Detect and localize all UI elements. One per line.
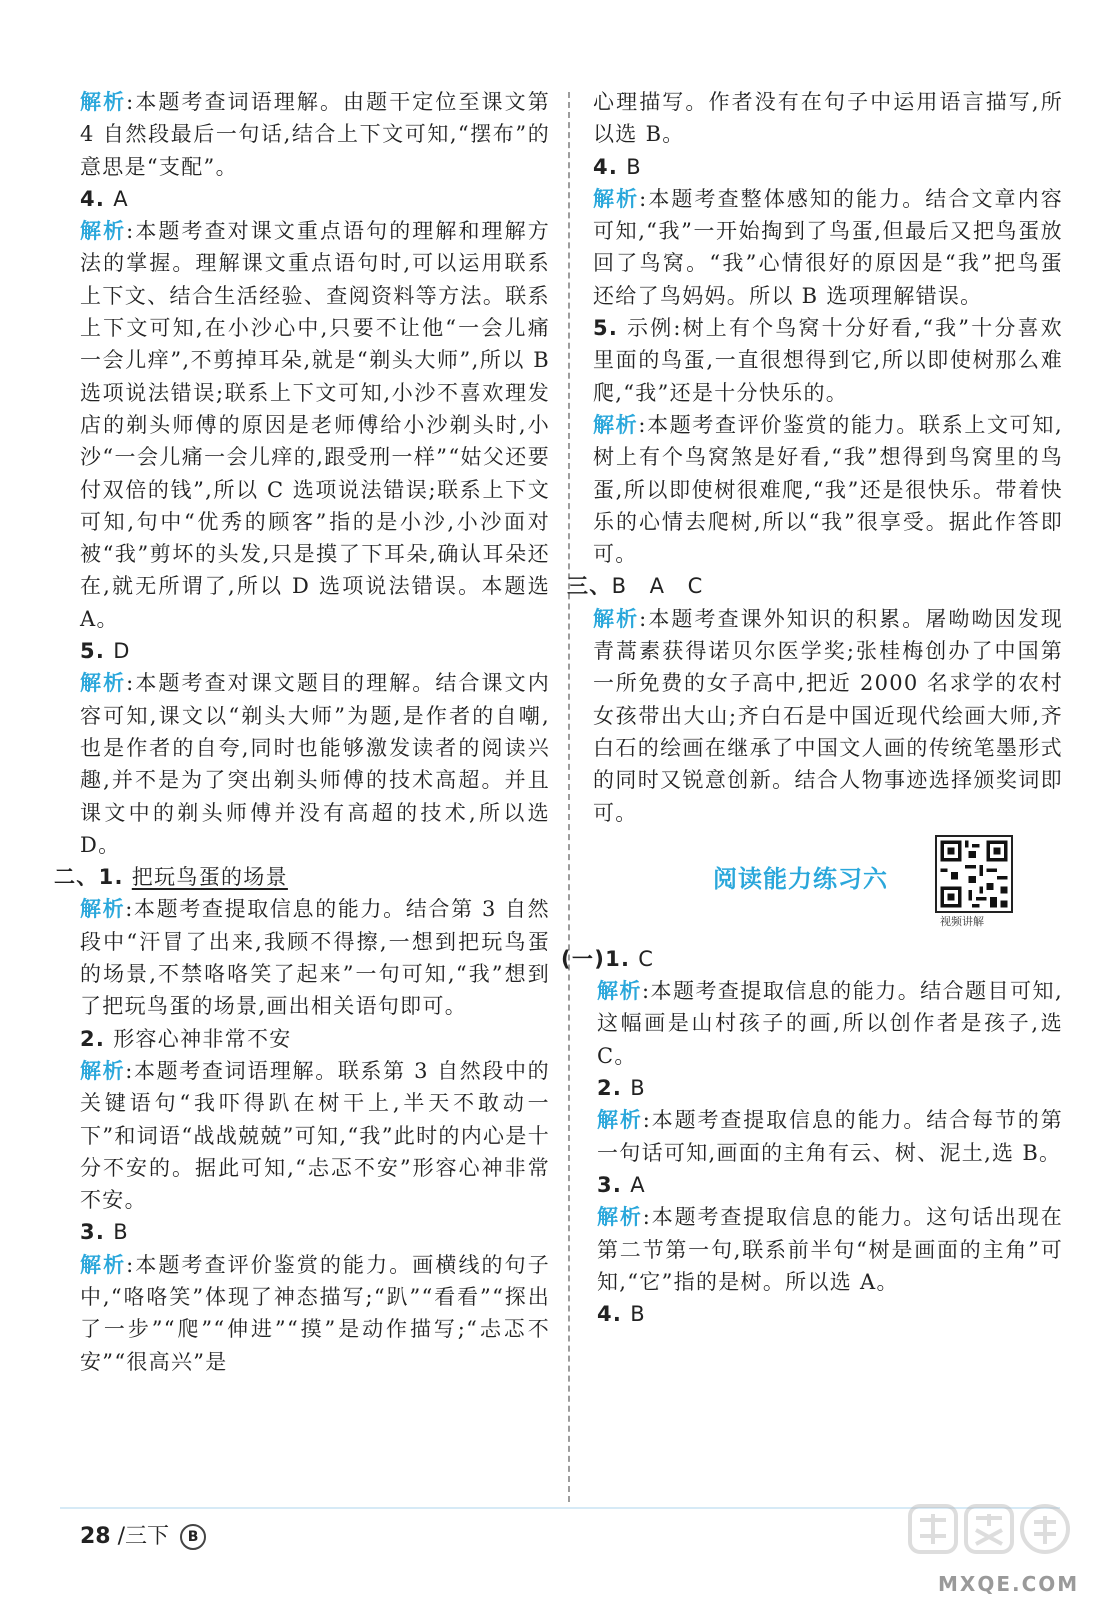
- section-number: 三、: [567, 574, 612, 599]
- analysis-paragraph: 解析:本题考查提取信息的能力。这句话出现在第二节第一句,联系前半句“树是画面的主角”可知,“它”指的是树。所以选 A。: [597, 1205, 1063, 1294]
- answer-line: 2. 形容心神非常不安: [80, 1026, 292, 1051]
- analysis-label: 解析: [597, 1108, 643, 1133]
- answer-line: 3. B: [80, 1220, 129, 1245]
- answer-line: 4. B: [593, 154, 642, 179]
- analysis-label: 解析: [80, 219, 127, 244]
- analysis-paragraph: 解析:本题考查评价鉴赏的能力。联系上文可知,树上有个鸟窝煞是好看,“我”想得到鸟窝里的鸟蛋,所以即使树很难爬,“我”还是很快乐。带着快乐的心情去爬树,所以“我”很享受。据此作答即可。: [593, 412, 1063, 567]
- answer-line: 4. A: [80, 186, 129, 211]
- analysis-label: 解析: [597, 979, 642, 1004]
- answer-line: 4. B: [597, 1302, 646, 1327]
- analysis-paragraph: 解析:本题考查整体感知的能力。结合文章内容可知,“我”一开始掏到了鸟蛋,但最后又把鸟蛋放回了鸟窝。“我”心情很好的原因是“我”把鸟蛋还给了鸟妈妈。所以 B 选项理解错误。: [593, 186, 1063, 308]
- analysis-paragraph: 解析:本题考查提取信息的能力。结合题目可知,这幅画是山村孩子的画,所以创作者是孩子,选 C。: [597, 979, 1063, 1068]
- analysis-paragraph: 解析:本题考查提取信息的能力。结合每节的第一句话可知,画面的主角有云、树、泥土,选 B。: [597, 1108, 1063, 1165]
- analysis-label: 解析: [80, 1058, 126, 1083]
- left-column: [54, 86, 550, 1378]
- column-divider: [568, 92, 570, 1502]
- part-one-answer: (一)1. C: [561, 946, 655, 971]
- page-footer: [80, 1519, 206, 1550]
- analysis-paragraph: 解析:本题考查词语理解。联系第 3 自然段中的关键语句“我吓得趴在树干上,半天不敢动一下”和词语“战战兢兢”可知,“我”此时的内心是十分不安的。据此可知,“忐忑不安”形容心神非常不安。: [80, 1058, 550, 1213]
- part-number: (一): [561, 946, 606, 971]
- answer-line: 5. D: [80, 639, 131, 664]
- grade-label: /三下: [117, 1524, 170, 1549]
- answer-line: 2. B: [597, 1076, 646, 1101]
- answer-line: 3. A: [597, 1172, 646, 1197]
- answer-line: 5. 示例:树上有个鸟窝十分好看,“我”十分喜欢里面的鸟蛋,一直很想得到它,所以即使树那么难爬,“我”还是十分快乐的。: [593, 316, 1063, 405]
- analysis-label: 解析: [80, 897, 126, 922]
- right-column: [561, 86, 1063, 1330]
- edition-badge: B: [180, 1524, 206, 1550]
- analysis-label: 解析: [593, 186, 640, 211]
- analysis-paragraph: 解析:本题考查对课文重点语句的理解和理解方法的掌握。理解课文重点语句时,可以运用联系上下文、结合生活经验、查阅资料等方法。联系上下文可知,在小沙心中,只要不让他“一会儿痛一会儿痒”,不剪掉耳朵,就是“剃头大师”,所以 B 选项说法错误;联系上下文可知,小沙不喜欢理发店的剃头师傅的原因是老师傅给小沙剃头时,小沙“一会儿痛一会儿痒的,跟受刑一样”“姑父还要付双倍的钱”,所以 C 选项说法错误;联系上下文可知,句中“优秀的顾客”指的是小沙,小沙面对被“我”剪坏的头发,只是摸了下耳朵,确认耳朵还在,就无所谓了,所以 D 选项说法错误。本题选 A。: [80, 219, 550, 631]
- analysis-label: 解析: [593, 412, 639, 437]
- analysis-paragraph: 解析:本题考查提取信息的能力。结合第 3 自然段中“汗冒了出来,我顾不得擦,一想到把玩鸟蛋的场景,不禁咯咯笑了起来”一句可知,“我”想到了把玩鸟蛋的场景,画出相关语句即可。: [80, 897, 550, 1019]
- analysis-paragraph: 解析:本题考查课外知识的积累。屠呦呦因发现青蒿素获得诺贝尔医学奖;张桂梅创办了中国第一所免费的女子高中,把近 2000 名求学的农村女孩带出大山;齐白石是中国近现代绘画大师,齐白石的绘画在继承了中国文人画的传统笔墨形式的同时又锐意创新。结合人物事迹选择颁奖词即可。: [593, 606, 1063, 825]
- watermark-text: MXQE.COM: [938, 1572, 1080, 1596]
- section-number: 二、: [54, 865, 99, 890]
- continued-paragraph: 心理描写。作者没有在句子中运用语言描写,所以选 B。: [593, 90, 1063, 147]
- page-number: 28: [80, 1524, 111, 1549]
- section-two-answer: 二、1. 把玩鸟蛋的场景: [54, 865, 288, 890]
- analysis-label: 解析: [80, 90, 127, 114]
- analysis-paragraph: 解析:本题考查评价鉴赏的能力。画横线的句子中,“咯咯笑”体现了神态描写;“趴”“看看”“探出了一步”“爬”“伸进”“摸”是动作描写;“忐忑不安”“很高兴”是: [80, 1252, 550, 1374]
- analysis-paragraph: 解析:本题考查词语理解。由题干定位至课文第 4 自然段最后一句话,结合上下文可知,“摆布”的意思是“支配”。: [80, 90, 550, 179]
- analysis-label: 解析: [597, 1205, 643, 1230]
- section-three-answer: 三、B A C: [567, 574, 704, 599]
- analysis-paragraph: 解析:本题考查对课文题目的理解。结合课文内容可知,课文以“剃头大师”为题,是作者的自嘲,也是作者的自夸,同时也能够激发读者的阅读兴趣,并不是为了突出剃头师傅的技术高超。并且课文中的剃头师傅并没有高超的技术,所以选 D。: [80, 671, 550, 857]
- analysis-label: 解析: [80, 1252, 127, 1277]
- exercise-heading: [593, 835, 1063, 943]
- qr-caption: 视频讲解: [940, 914, 984, 928]
- qr-code-icon[interactable]: [935, 835, 1013, 913]
- analysis-label: 解析: [80, 671, 127, 696]
- analysis-label: 解析: [593, 606, 640, 631]
- exercise-title: 阅读能力练习六: [713, 864, 888, 893]
